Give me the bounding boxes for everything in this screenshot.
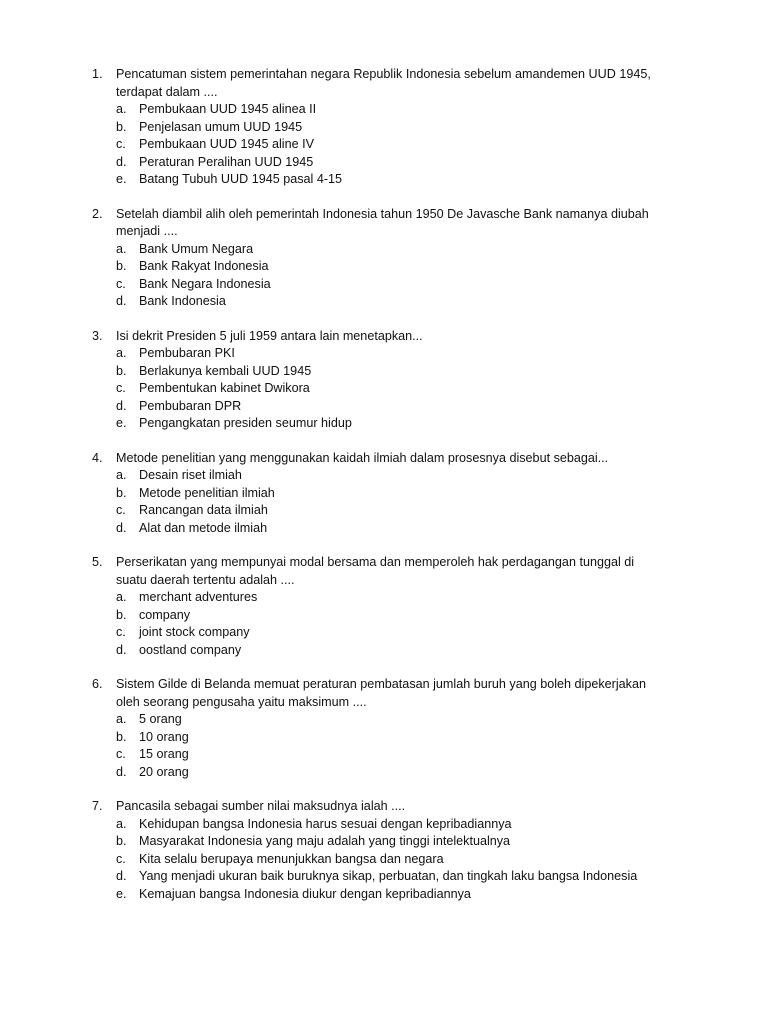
question-row xyxy=(92,450,692,468)
option-letter: a. xyxy=(116,712,127,726)
option-text: Masyarakat Indonesia yang maju adalah yang tinggi intelektualnya xyxy=(139,834,511,848)
option-letter: c. xyxy=(116,851,126,866)
question-text: Isi dekrit Presiden 5 juli 1959 antara lain menetapkan... xyxy=(116,328,423,343)
question-item-6 xyxy=(92,676,692,781)
option-item xyxy=(116,293,692,311)
option-item xyxy=(116,363,692,381)
option-item xyxy=(116,833,692,851)
question-text: Sistem Gilde di Belanda memuat peraturan pembatasan jumlah buruh yang boleh dipekerjakan oleh seorang pengusaha yaitu maksimum .... xyxy=(116,677,646,709)
option-list xyxy=(92,241,692,311)
option-letter: d. xyxy=(116,642,127,657)
question-text: Perserikatan yang mempunyai modal bersama dan memperoleh hak perdagangan tunggal di suatu daerah tertentu adalah .... xyxy=(116,555,635,587)
option-letter: d. xyxy=(116,398,127,413)
option-letter: b. xyxy=(116,363,127,378)
option-letter: a. xyxy=(116,241,127,256)
question-number: 3. xyxy=(92,328,103,343)
option-text: Rancangan data ilmiah xyxy=(139,503,268,517)
option-list xyxy=(92,816,692,904)
question-row xyxy=(92,798,692,816)
option-item xyxy=(116,520,692,538)
option-item xyxy=(116,642,692,660)
option-letter: a. xyxy=(116,816,127,831)
option-text: Alat dan metode ilmiah xyxy=(139,520,268,535)
option-item xyxy=(116,624,692,642)
option-text: merchant adventures xyxy=(139,590,258,604)
question-text: Pencatuman sistem pemerintahan negara Republik Indonesia sebelum amandemen UUD 1945, terdapat dalam .... xyxy=(116,67,651,99)
option-text: Batang Tubuh UUD 1945 pasal 4-15 xyxy=(139,172,343,186)
option-text: Desain riset ilmiah xyxy=(139,468,242,482)
option-list xyxy=(92,101,692,189)
option-letter: a. xyxy=(116,590,127,604)
option-item xyxy=(116,711,692,729)
option-item xyxy=(116,467,692,485)
option-letter: b. xyxy=(116,607,127,622)
option-item xyxy=(116,851,692,869)
option-text: oostland company xyxy=(139,642,242,657)
option-letter: c. xyxy=(116,747,126,761)
option-text: company xyxy=(139,607,191,622)
question-item-2 xyxy=(92,206,692,311)
question-row xyxy=(92,206,692,241)
option-text: 10 orang xyxy=(139,729,189,744)
option-item xyxy=(116,119,692,137)
option-text: Peraturan Peralihan UUD 1945 xyxy=(139,154,314,169)
option-item xyxy=(116,241,692,259)
option-text: Bank Umum Negara xyxy=(139,241,254,256)
option-text: Yang menjadi ukuran baik buruknya sikap, perbuatan, dan tingkah laku bangsa Indonesia xyxy=(139,869,638,883)
option-list xyxy=(92,589,692,659)
question-number: 2. xyxy=(92,206,103,221)
question-text: Pancasila sebagai sumber nilai maksudnya ialah .... xyxy=(116,799,406,813)
option-item xyxy=(116,746,692,764)
option-letter: e. xyxy=(116,416,127,430)
option-text: Pengangkatan presiden seumur hidup xyxy=(139,416,352,430)
question-number: 4. xyxy=(92,450,103,465)
option-text: Bank Negara Indonesia xyxy=(139,276,271,291)
option-item xyxy=(116,398,692,416)
option-item xyxy=(116,276,692,294)
option-letter: b. xyxy=(116,729,127,744)
option-item xyxy=(116,101,692,119)
option-letter: e. xyxy=(116,172,127,186)
option-item xyxy=(116,258,692,276)
option-text: Pembentukan kabinet Dwikora xyxy=(139,381,310,395)
option-letter: b. xyxy=(116,485,127,500)
option-letter: d. xyxy=(116,764,127,779)
option-text: joint stock company xyxy=(139,625,250,639)
option-item xyxy=(116,136,692,154)
question-row xyxy=(92,66,692,101)
option-item xyxy=(116,764,692,782)
option-letter: c. xyxy=(116,503,126,517)
option-text: Penjelasan umum UUD 1945 xyxy=(139,119,303,134)
option-text: 15 orang xyxy=(139,747,189,761)
question-item-1 xyxy=(92,66,692,189)
option-text: Pembukaan UUD 1945 alinea II xyxy=(139,102,317,116)
option-item xyxy=(116,607,692,625)
option-item xyxy=(116,502,692,520)
question-list xyxy=(92,66,692,920)
option-letter: d. xyxy=(116,869,127,883)
question-number: 1. xyxy=(92,67,103,81)
option-letter: b. xyxy=(116,834,127,848)
option-text: Pembubaran PKI xyxy=(139,346,235,360)
option-letter: c. xyxy=(116,137,126,151)
option-item xyxy=(116,154,692,172)
question-row xyxy=(92,676,692,711)
option-letter: d. xyxy=(116,520,127,535)
option-item xyxy=(116,816,692,834)
question-row xyxy=(92,328,692,346)
option-letter: d. xyxy=(116,294,127,308)
option-letter: a. xyxy=(116,346,127,360)
option-text: Kemajuan bangsa Indonesia diukur dengan kepribadiannya xyxy=(139,886,471,901)
option-list xyxy=(92,345,692,433)
option-item xyxy=(116,485,692,503)
option-letter: d. xyxy=(116,154,127,169)
option-item xyxy=(116,886,692,904)
option-text: Pembubaran DPR xyxy=(139,398,242,413)
question-item-3 xyxy=(92,328,692,433)
question-text: Metode penelitian yang menggunakan kaidah ilmiah dalam prosesnya disebut sebagai... xyxy=(116,450,609,465)
question-item-4 xyxy=(92,450,692,538)
option-item xyxy=(116,868,692,886)
option-letter: b. xyxy=(116,259,127,273)
option-text: Pembukaan UUD 1945 aline IV xyxy=(139,137,315,151)
question-number: 5. xyxy=(92,555,103,569)
option-text: Bank Indonesia xyxy=(139,294,226,308)
option-letter: b. xyxy=(116,119,127,134)
question-number: 7. xyxy=(92,799,103,813)
option-item xyxy=(116,729,692,747)
option-item xyxy=(116,589,692,607)
option-text: Kita selalu berupaya menunjukkan bangsa dan negara xyxy=(139,851,444,866)
question-row xyxy=(92,554,692,589)
option-letter: c. xyxy=(116,625,126,639)
option-list xyxy=(92,467,692,537)
option-list xyxy=(92,711,692,781)
option-item xyxy=(116,171,692,189)
option-text: Bank Rakyat Indonesia xyxy=(139,259,269,273)
question-text: Setelah diambil alih oleh pemerintah Indonesia tahun 1950 De Javasche Bank namanya diubah menjadi .... xyxy=(116,206,649,238)
option-letter: a. xyxy=(116,468,127,482)
option-text: Kehidupan bangsa Indonesia harus sesuai dengan kepribadiannya xyxy=(139,816,512,831)
option-item xyxy=(116,380,692,398)
option-text: 20 orang xyxy=(139,764,189,779)
option-text: Berlakunya kembali UUD 1945 xyxy=(139,363,312,378)
option-letter: e. xyxy=(116,886,127,901)
option-text: Metode penelitian ilmiah xyxy=(139,485,275,500)
option-letter: a. xyxy=(116,102,127,116)
option-letter: c. xyxy=(116,381,126,395)
option-text: 5 orang xyxy=(139,712,182,726)
option-item xyxy=(116,415,692,433)
question-number: 6. xyxy=(92,677,103,691)
question-item-7 xyxy=(92,798,692,903)
option-item xyxy=(116,345,692,363)
question-item-5 xyxy=(92,554,692,659)
option-letter: c. xyxy=(116,276,126,291)
